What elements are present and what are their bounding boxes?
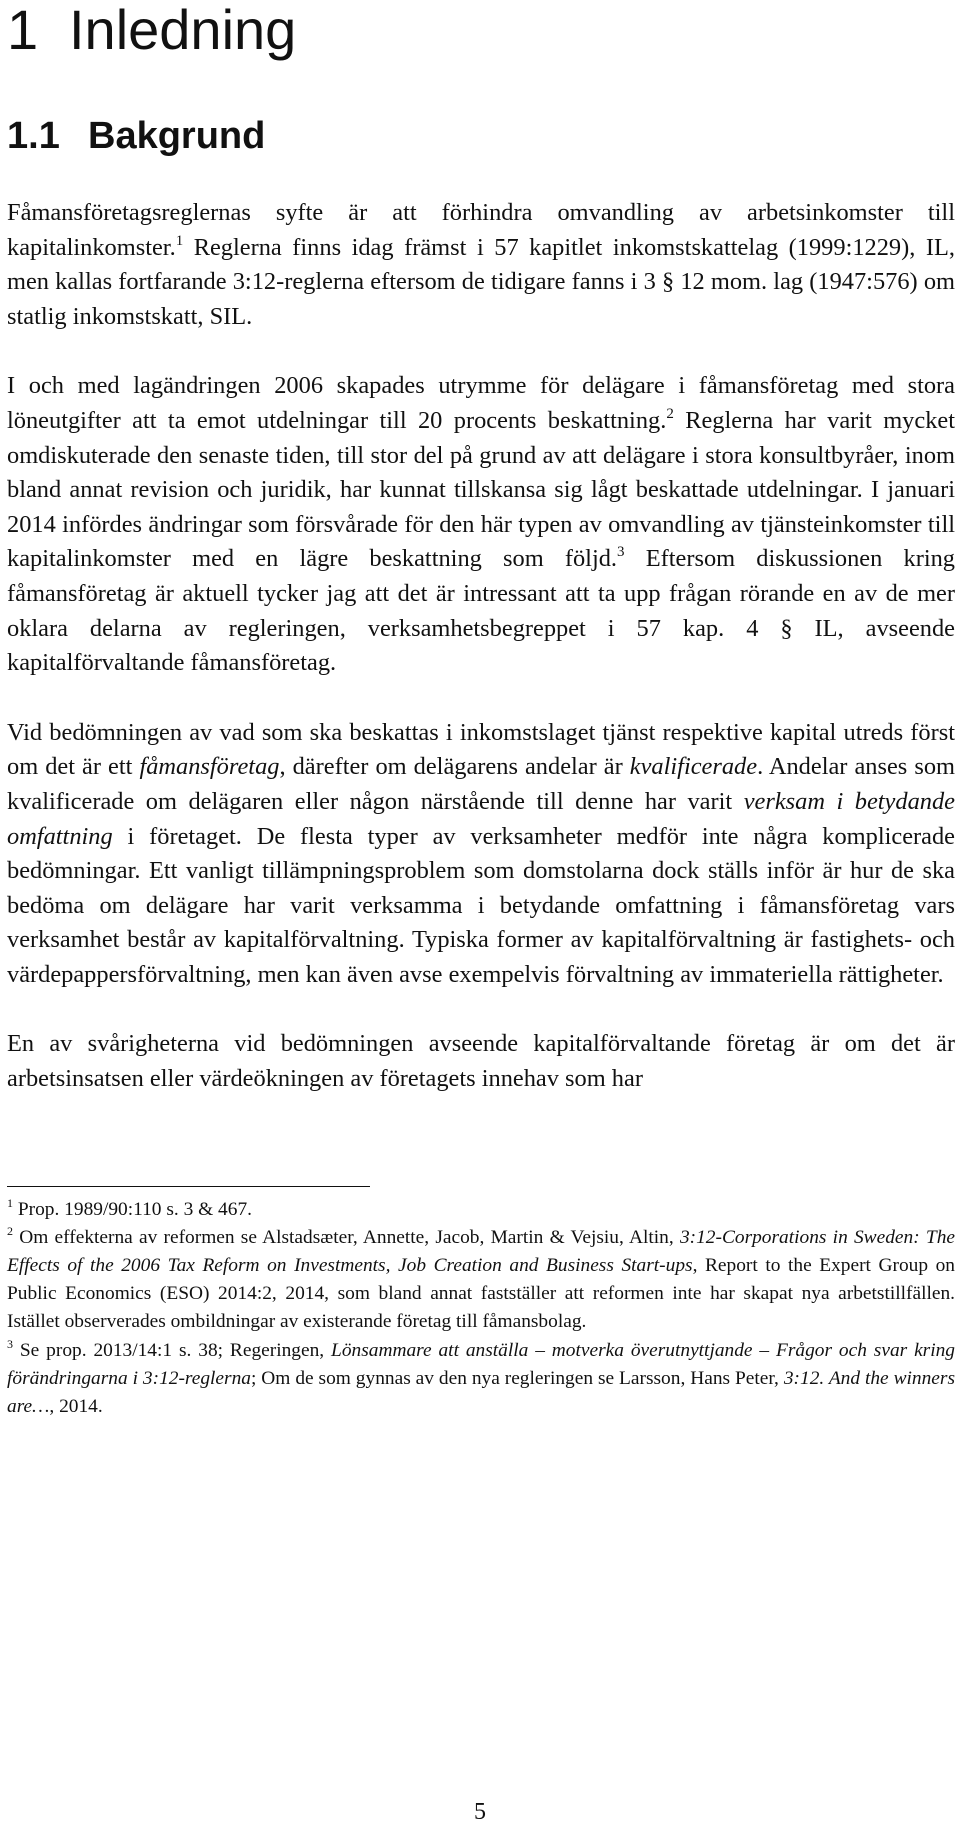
section-number: 1.1	[7, 115, 60, 157]
section-heading	[7, 116, 955, 156]
footnote-text: ; Om de som gynnas av den nya regleringen se Larsson, Hans Peter,	[250, 1367, 784, 1389]
footnote-divider	[7, 1186, 370, 1187]
footnote-2	[7, 1224, 955, 1337]
paragraph-text: I och med lagändringen 2006 skapades utrymme för delägare i fåmansföretag med stora löneutgifter att ta emot utdelningar till 20 procents beskattning.	[7, 372, 955, 434]
footnote-text: , 2014.	[49, 1396, 103, 1418]
paragraph-text: Eftersom diskussionen kring fåmansföretag är aktuell tycker jag att det är intressant att ta upp frågan rörande en av de mer oklara delarna av regleringen, verksamhetsbegreppet i 57 kap. 4 § IL, avseende kapitalförvaltande fåmansföretag.	[7, 545, 955, 677]
paragraph-text: Reglerna finns idag främst i 57 kapitlet inkomstskattelag (1999:1229), IL, men kallas fortfarande 3:12-reglerna eftersom de tidigare fanns i 3 § 12 mom. lag (1947:576) om statlig inkomstskatt, SIL.	[7, 233, 955, 330]
paragraph-text: Vid bedömningen av vad som ska beskattas i inkomstslaget tjänst respektive kapital utreds först om det är ett	[7, 718, 955, 781]
footnote-1	[7, 1196, 955, 1224]
footnote-text: Om effekterna av reformen se Alstadsæter, Annette, Jacob, Martin & Vejsiu, Altin,	[13, 1226, 680, 1248]
paragraph-4	[7, 1027, 955, 1096]
chapter-number: 1	[7, 0, 39, 61]
footnote-ref-3: 3	[617, 544, 625, 561]
footnote-3	[7, 1337, 955, 1422]
page-number: 5	[474, 1799, 486, 1825]
paragraph-text: Fåmansföretagsreglernas syfte är att förhindra omvandling av arbetsinkomster till kapitalinkomster.	[7, 199, 955, 261]
italic-term: verksam i betydande omfattning	[7, 787, 955, 850]
paragraph-1	[7, 196, 955, 334]
footnote-italic: Lönsammare att anställa – motverka överutnyttjande – Frågor och svar kring förändringarna i 3:12-reglerna	[7, 1339, 956, 1389]
footnote-mark: 3	[7, 1336, 13, 1351]
footnote-text: , Report to the Expert Group on Public Economics (ESO) 2014:2, 2014, som bland annat fastställer att reformen inte har skapat nya arbetstillfällen. Istället observerades ombildningar av existerande företag till fåmansbolag.	[7, 1255, 955, 1333]
footnote-mark: 1	[7, 1195, 13, 1210]
document-page	[7, 0, 955, 1421]
footnote-italic: 3:12. And the winners are…	[7, 1367, 956, 1418]
paragraph-text: , därefter om delägarens andelar är	[279, 753, 630, 781]
section-title: Bakgrund	[88, 115, 266, 157]
footnote-ref-2: 2	[666, 405, 674, 422]
paragraph-text: . Andelar anses som kvalificerade om delägaren eller någon närstående till denne har varit	[7, 753, 955, 815]
footnote-mark: 2	[7, 1223, 13, 1238]
footnote-italic: 3:12-Corporations in Sweden: The Effects of the 2006 Tax Reform on Investments, Job Creation and Business Start-ups	[7, 1226, 955, 1277]
footnote-ref-1: 1	[175, 232, 184, 249]
italic-term: kvalificerade	[629, 753, 758, 781]
footnote-text: Se prop. 2013/14:1 s. 38; Regeringen,	[13, 1339, 332, 1361]
paragraph-text: Reglerna har varit mycket omdiskuterade den senaste tiden, till stor del på grund av att delägare i stora konsultbyråer, inom bland annat revision och juridik, har kunnat tillskansa sig lågt beskattade utdelningar. I januari 2014 infördes ändringar som försvårade för den här typen av omvandling av tjänsteinkomster till kapitalinkomster med en lägre beskattning som följd.	[7, 406, 955, 573]
footnotes	[7, 1196, 955, 1422]
paragraph-text: i företaget. De flesta typer av verksamheter medför inte några komplicerade bedömningar. Ett vanligt tillämpningsproblem som domstolarna dock ställs inför är hur de ska bedöma om delägare har varit verksamma i betydande omfattning i fåmansföretag vars verksamhet består av kapitalförvaltning. Typiska former av kapitalförvaltning är fastighets- och värdepappersförvaltning, men kan även avse exempelvis förvaltning av immateriella rättigheter.	[7, 822, 955, 988]
chapter-title: Inledning	[69, 0, 297, 61]
chapter-heading	[7, 0, 955, 61]
paragraph-3	[7, 716, 955, 993]
footnote-text: Prop. 1989/90:110 s. 3 & 467.	[13, 1198, 252, 1220]
paragraph-text: En av svårigheterna vid bedömningen avseende kapitalförvaltande företag är om det är arbetsinsatsen eller värdeökningen av företagets innehav som har	[7, 1030, 955, 1093]
paragraph-2	[7, 369, 955, 680]
italic-term: fåmansföretag	[139, 753, 280, 781]
